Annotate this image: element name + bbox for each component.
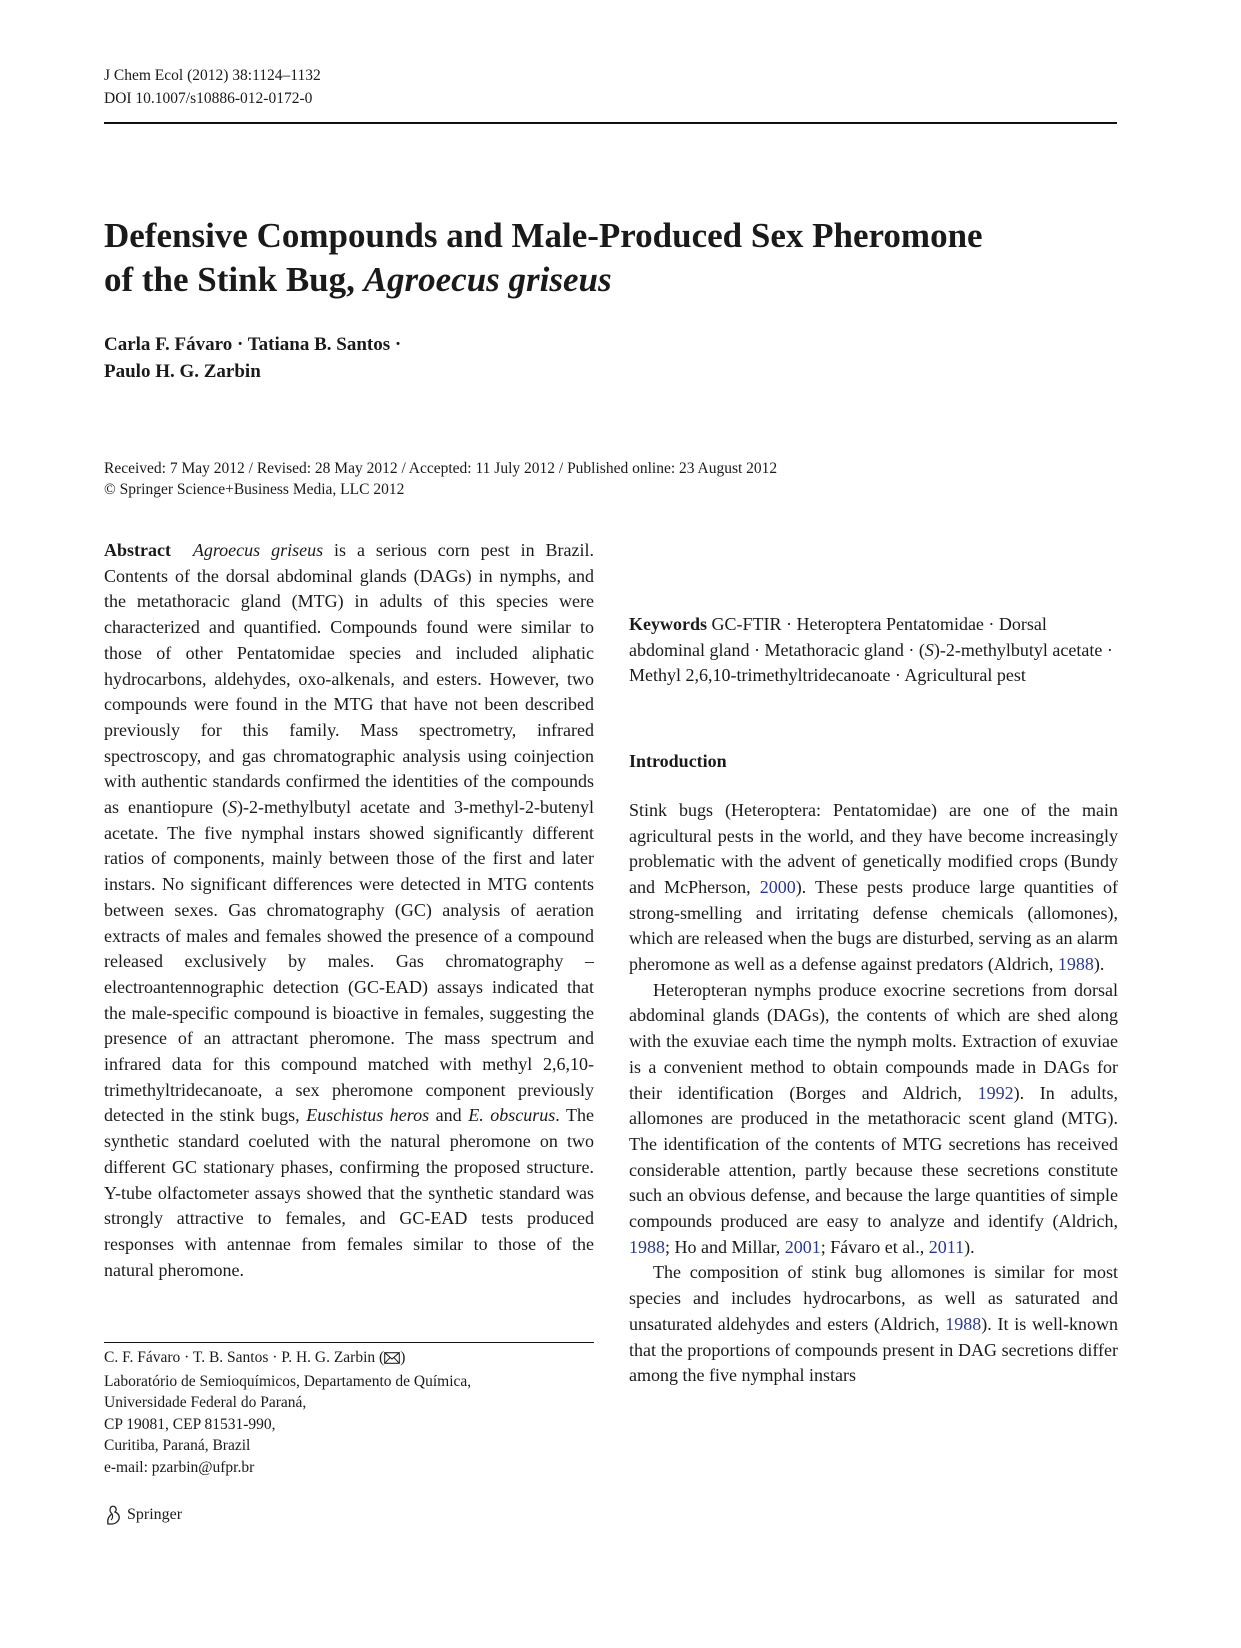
abstract-text-4: . The synthetic standard coeluted with the natural pheromone on two different GC stationary phases, confirming the proposed structure. Y-tube olfactometer assays showed that the synthetic standard was strongly attractive to females, and GC-EAD tests produced responses with antennae from females similar to those of the natural pheromone. <box>104 1105 594 1280</box>
title-line-1: Defensive Compounds and Male-Produced Sex Pheromone <box>104 216 983 255</box>
header-rule <box>104 122 1117 124</box>
introduction-heading: Introduction <box>629 751 727 772</box>
p3-text-1: The composition of stink bug allomones is similar for most species and includes hydrocarbons, as well as saturated and unsaturated aldehydes and esters (Aldrich, <box>629 1262 1118 1334</box>
publisher-logo <box>104 1505 182 1525</box>
author-list <box>104 331 401 385</box>
ref-link[interactable]: 1988 <box>945 1313 982 1334</box>
intro-paragraph-2 <box>629 978 1118 1261</box>
abstract <box>104 538 594 1283</box>
ref-link[interactable]: 1988 <box>629 1236 665 1257</box>
journal-header <box>104 64 321 110</box>
journal-doi[interactable]: DOI 10.1007/s10886-012-0172-0 <box>104 90 313 107</box>
keywords-label: Keywords <box>629 614 707 634</box>
article-title <box>104 214 1117 302</box>
abstract-text-1: is a serious corn pest in Brazil. Contents of the dorsal abdominal glands (DAGs) in nymphs, and the metathoracic gland (MTG) in adults of this species were characterized and quantified. Compounds found were similar to those of other Pentatomidae species and included aliphatic hydrocarbons, aldehydes, oxo-alkenals, and esters. However, two compounds were found in the MTG that have not been described previously for this family. Mass spectrometry, infrared spectroscopy, and gas chromatographic analysis using coinjection with authentic standards confirmed the identities of the compounds as enantiopure ( <box>104 540 594 818</box>
abstract-text-3: and <box>429 1105 469 1126</box>
p2-text-5: ). <box>964 1236 975 1257</box>
affiliation-line-4: Curitiba, Paraná, Brazil <box>104 1437 251 1454</box>
keywords-text-2: )-2-methylbutyl acetate · Methyl 2,6,10-trimethyltridecanoate · Agricultural pest <box>629 639 1113 686</box>
intro-paragraph-3 <box>629 1260 1118 1389</box>
ref-link[interactable]: 1992 <box>977 1082 1014 1103</box>
p3-text-2: ). It is well-known that the proportions of compounds present in DAG secretions differ among the five nymphal instars <box>629 1313 1118 1386</box>
affiliation-names <box>104 1347 471 1371</box>
affiliation-line-2: Universidade Federal do Paraná, <box>104 1394 307 1411</box>
history-dates: Received: 7 May 2012 / Revised: 28 May 2012 / Accepted: 11 July 2012 / Published online: 23 August 2012 <box>104 460 778 477</box>
right-column <box>629 538 1118 1389</box>
p2-text-4: ; Fávaro et al., <box>820 1236 929 1257</box>
ref-link[interactable]: 1988 <box>1057 954 1094 975</box>
affiliation-names-end: ) <box>400 1349 406 1366</box>
publisher-name: Springer <box>127 1506 183 1523</box>
copyright-notice: © Springer Science+Business Media, LLC 2012 <box>104 481 405 498</box>
p2-text-1: Heteropteran nymphs produce exocrine secretions from dorsal abdominal glands (DAGs), the contents of which are shed along with the exuviae each time the nymph molts. Extraction of exuviae is a convenient method to obtain compounds made in DAGs for their identification (Borges and Aldrich, <box>629 979 1118 1103</box>
authors-line-2: Paulo H. G. Zarbin <box>104 361 261 382</box>
title-line-2 <box>104 258 1117 302</box>
authors-line-1: Carla F. Fávaro · Tatiana B. Santos · <box>104 334 402 355</box>
affiliation-line-1: Laboratório de Semioquímicos, Departamento de Química, <box>104 1372 472 1390</box>
p2-text-3: ; Ho and Millar, <box>665 1236 785 1257</box>
p1-text-3: ). <box>1093 954 1105 975</box>
title-plain: of the Stink Bug, <box>104 260 364 299</box>
abstract-stereo: S <box>228 797 238 818</box>
ref-link[interactable]: 2011 <box>928 1236 965 1257</box>
abstract-text-2: )-2-methylbutyl acetate and 3-methyl-2-butenyl acetate. The five nymphal instars showed significantly different ratios of components, mainly between those of the first and later instars. No significant differences were detected in MTG contents between sexes. Gas chromatography (GC) analysis of aeration extracts of males and females showed the presence of a compound released exclusively by males. Gas chromatography – electroantennographic detection (GC-EAD) assays indicated that the male-specific compound is bioactive in females, suggesting the presence of an attractant pheromone. The mass spectrum and infrared data for this compound matched with methyl 2,6,10-trimethyltridecanoate, a sex pheromone component previously detected in the stink bugs, <box>104 797 594 1126</box>
article-dates <box>104 458 777 500</box>
springer-horse-icon <box>104 1505 122 1525</box>
title-species: Agroecus griseus <box>363 260 612 299</box>
p1-text-2: ). These pests produce large quantities of strong-smelling and irritating defense chemicals (allomones), which are released when the bugs are disturbed, serving as an alarm pheromone as well as a defense against predators (Aldrich, <box>629 876 1119 975</box>
abstract-species-2: Euschistus heros <box>306 1105 430 1126</box>
p2-text-2: ). In adults, allomones are produced in the metathoracic scent gland (MTG). The identification of the contents of MTG secretions has received considerable attention, partly because these secretions constitute such an obvious defense, and because the large quantities of simple compounds produced are easy to analyze and identify (Aldrich, <box>629 1082 1118 1232</box>
journal-citation: J Chem Ecol (2012) 38:1124–1132 <box>104 67 321 84</box>
affiliation-line-3: CP 19081, CEP 81531-990, <box>104 1415 276 1433</box>
abstract-label: Abstract <box>104 540 171 560</box>
intro-paragraph-1 <box>629 798 1118 978</box>
affiliation-email[interactable]: e-mail: pzarbin@ufpr.br <box>104 1458 255 1476</box>
ref-link[interactable]: 2001 <box>784 1236 821 1257</box>
p1-text-1: Stink bugs (Heteroptera: Pentatomidae) are one of the main agricultural pests in the world, and they have become increasingly problematic with the advent of genetically modified crops (Bundy and McPherson, <box>629 799 1118 897</box>
keywords <box>629 612 1118 689</box>
abstract-species: Agroecus griseus <box>192 540 324 560</box>
envelope-icon[interactable] <box>384 1349 400 1371</box>
abstract-species-3: E. obscurus <box>468 1105 556 1126</box>
footnote-rule <box>104 1342 594 1343</box>
left-column <box>104 538 594 1296</box>
keywords-text-1: GC-FTIR · Heteroptera Pentatomidae · Dorsal abdominal gland · Metathoracic gland · ( <box>629 614 1047 660</box>
affiliation-footnote <box>104 1347 471 1478</box>
affiliation-names-text: C. F. Fávaro · T. B. Santos · P. H. G. Zarbin ( <box>104 1349 385 1366</box>
ref-link[interactable]: 2000 <box>759 876 796 897</box>
keywords-stereo: S <box>924 639 934 660</box>
